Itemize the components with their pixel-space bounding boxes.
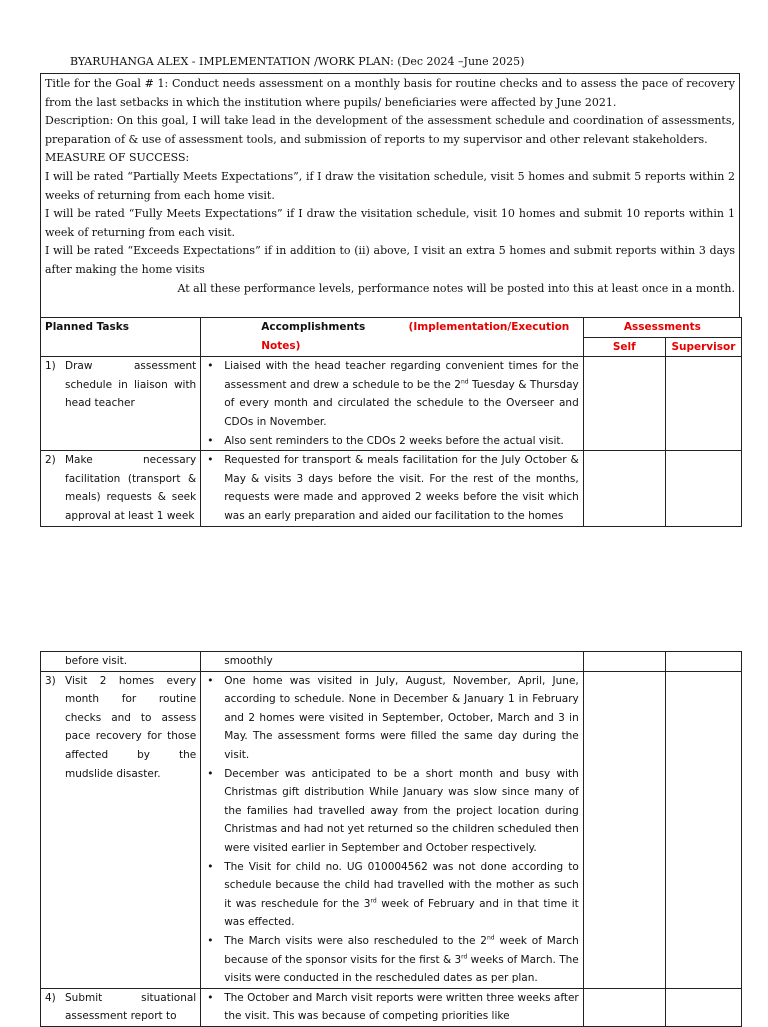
supervisor-rating-cell[interactable] [665, 652, 741, 672]
accomplishment-cell [201, 988, 584, 1026]
rating-fully: I will be rated “Fully Meets Expectations” if I draw the visitation schedule, visit 10 homes and submit 10 reports within 1 week of returning from each visit. [45, 207, 735, 239]
self-rating-cell[interactable] [583, 451, 665, 526]
list-item: • Also sent reminders to the CDOs 2 weeks before the actual visit. [205, 432, 579, 451]
page-header: BYARUHANGA ALEX - IMPLEMENTATION /WORK PLAN: (Dec 2024 –June 2025) [70, 55, 525, 68]
accomplishments-label: Accomplishments [261, 321, 366, 333]
accomplishment-cell [201, 357, 584, 451]
supervisor-rating-cell[interactable] [665, 988, 741, 1026]
task-text: Visit 2 homes every month for routine checks and to assess pace recovery for those affected by the mudslide disaster. [65, 674, 197, 780]
table-row [41, 988, 742, 1026]
supervisor-rating-cell[interactable] [665, 357, 741, 451]
task-cell [41, 357, 201, 451]
goal-title: Title for the Goal # 1: Conduct needs assessment on a monthly basis for routine checks and to assess the pace of recovery from the last setbacks in which the institution where pupils/ beneficiaries were affected by June 2021. [45, 77, 735, 109]
task-number: 2) [45, 454, 56, 467]
task-cell: before visit. [41, 652, 201, 672]
task-cell [41, 671, 201, 988]
rating-exceeds: I will be rated “Exceeds Expectations” if in addition to (ii) above, I visit an extra 5 homes and submit reports within 3 days after making the home visits [45, 244, 735, 276]
self-rating-cell[interactable] [583, 671, 665, 988]
task-number: 1) [45, 360, 56, 373]
table-row [41, 357, 742, 451]
self-rating-cell[interactable] [583, 988, 665, 1026]
task-text: Submit situational assessment report to [65, 991, 197, 1023]
list-item: • Requested for transport & meals facilitation for the July October & May & visits 3 days before the visit. For the rest of the months, requests were made and approved 2 weeks before the visit which was an early preparation and aided our facilitation to the homes [205, 451, 579, 525]
assessments-header: Assessments [583, 318, 741, 338]
accomplishment-cell [201, 652, 584, 672]
impl-notes-label: (Implementation/Execution Notes) [261, 321, 570, 352]
workplan-table-page2 [40, 651, 742, 1027]
table-row [41, 671, 742, 988]
list-item: • The October and March visit reports were written three weeks after the visit. This was because of competing priorities like [205, 989, 579, 1026]
list-item: • Liaised with the head teacher regarding convenient times for the assessment and drew a schedule to be the 2nd Tuesday & Thursday of every month and circulated the schedule to the Overseer and CDOs in November. [205, 357, 579, 431]
supervisor-rating-cell[interactable] [665, 451, 741, 526]
list-item: • December was anticipated to be a short month and busy with Christmas gift distribution While January was slow since many of the families had travelled away from the project location during Christmas and had not yet returned so the children scheduled then were visited earlier in September and October respectively. [205, 765, 579, 858]
self-header: Self [583, 337, 665, 357]
list-item: smoothly [224, 655, 273, 667]
accomplishment-cell [201, 671, 584, 988]
task-number: 4) [45, 991, 56, 1004]
goal-description: Description: On this goal, I will take lead in the development of the assessment schedule and coordination of assessments, preparation of & use of assessment tools, and submission of reports to my supervisor and other relevant stakeholders. [45, 114, 735, 146]
task-number: 3) [45, 674, 56, 687]
task-cell [41, 451, 201, 526]
task-cell [41, 988, 201, 1026]
accomplishment-cell [201, 451, 584, 526]
planned-tasks-header: Planned Tasks [41, 318, 201, 357]
list-item: • The Visit for child no. UG 010004562 was not done according to schedule because the child had travelled with the mother as such it was reschedule for the 3rd week of February and in that time it was effected. [205, 858, 579, 932]
list-item: • The March visits were also rescheduled to the 2nd week of March because of the sponsor visits for the first & 3rd weeks of March. The visits were conducted in the rescheduled dates as per plan. [205, 932, 579, 988]
list-item: • One home was visited in July, August, November, April, June, according to schedule. None in December & January 1 in February and 2 homes were visited in September, October, March and 3 in May. The assessment forms were filled the same day during the visit. [205, 672, 579, 765]
supervisor-rating-cell[interactable] [665, 671, 741, 988]
table-row [41, 652, 742, 672]
goal-description-box [40, 73, 740, 317]
closing-note: At all these performance levels, performance notes will be posted into this at least once in a month. [177, 281, 735, 295]
task-text: Make necessary facilitation (transport & meals) requests & seek approval at least 1 week [65, 454, 197, 522]
task-text: Draw assessment schedule in liaison with head teacher [65, 360, 197, 410]
self-rating-cell[interactable] [583, 357, 665, 451]
supervisor-header: Supervisor [665, 337, 741, 357]
measure-heading: MEASURE OF SUCCESS: [45, 151, 190, 165]
accomplishments-header [201, 318, 584, 357]
self-rating-cell[interactable] [583, 652, 665, 672]
rating-partially: I will be rated “Partially Meets Expectations”, if I draw the visitation schedule, visit 5 homes and submit 5 reports within 2 weeks of returning from each home visit. [45, 169, 735, 202]
workplan-table-page1 [40, 317, 742, 527]
table-row [41, 451, 742, 526]
